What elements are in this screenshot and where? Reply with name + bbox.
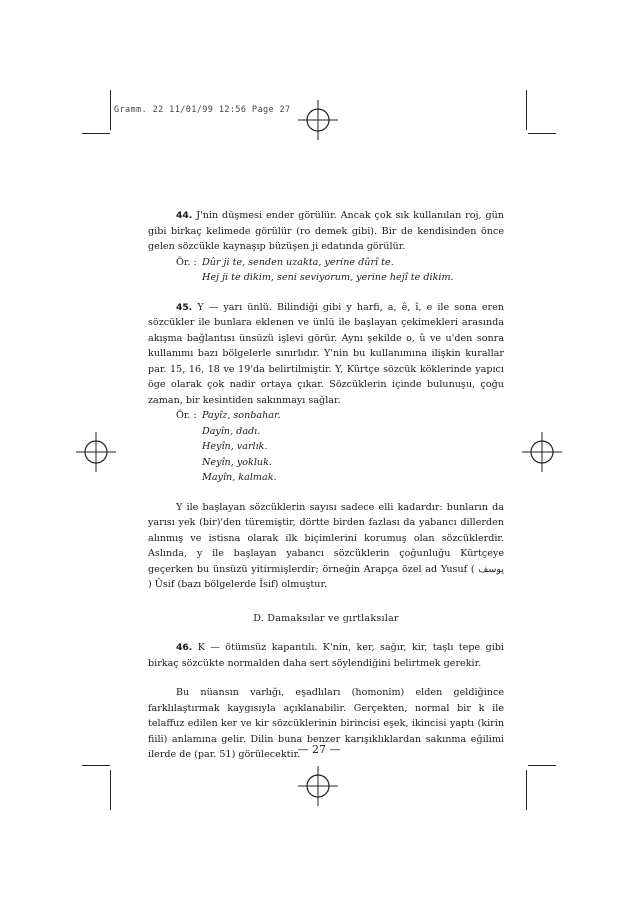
example-text: Heyîn, varlık.: [202, 441, 268, 452]
paragraph-text: J'nin düşmesi ender görülür. Ancak çok sık kullanılan roj, gün gibi birkaç kelimede görülür (ro demek gibi). Bir de kendisinden önce gelen sözcükle kaynaşıp büzüşen ji edatında görülür.: [148, 210, 504, 252]
example-text: Dayîn, dadı.: [202, 425, 261, 437]
crop-mark-bottom-right-horizontal: [528, 765, 556, 766]
example-line: [148, 424, 504, 440]
example-label: Ör. :: [176, 256, 197, 268]
example-line: [148, 255, 504, 271]
crop-mark-top-left-vertical: [110, 90, 111, 130]
example-text: Hej ji te dikim, seni seviyorum, yerine hejî te dikim.: [202, 272, 454, 283]
crop-mark-top-left-horizontal: [82, 133, 110, 134]
paragraph-number: 44.: [176, 210, 193, 221]
paragraph-text: Y — yarı ünlü. Bilindiği gibi y harfi, a, ê, î, e ile sona eren sözcükler ile bunlara eklenen ve ünlü ile başlayan çekimekleri arasında akışma bağlantısı ünsüzü işlevi görür. Aynı şekilde o, û ve u'den sonra kullanımı bazı bölgelerle sınırlıdır. Y'nin bu kullanımına ilişkin kurallar par. 15, 16, 18 ve 19'da belirtilmiştir. Y, Kürtçe sözcük köklerinde yapıcı öge olarak çok nadir ortaya çıkar. Sözcüklerin içinde bulunuşu, çoğu zaman, bir kesintiden sakınmayı sağlar.: [148, 301, 504, 406]
paragraph-number: 46.: [176, 642, 193, 653]
paragraph-45: [148, 300, 504, 486]
page-number: — 27 —: [297, 743, 341, 756]
example-label: Ör. :: [176, 410, 197, 421]
crop-mark-top-right-horizontal: [528, 133, 556, 134]
paragraph-46: [148, 640, 504, 671]
section-heading: D. Damaksılar ve gırtlaksılar: [253, 612, 399, 624]
example-text: Payîz, sonbahar.: [202, 410, 281, 421]
page-content: [148, 208, 504, 777]
crop-mark-top-right-vertical: [526, 90, 527, 130]
example-text: Mayîn, kalmak.: [202, 472, 277, 483]
crop-mark-bottom-left-horizontal: [82, 765, 110, 766]
crop-mark-bottom-right-vertical: [526, 770, 527, 810]
paragraph-number: 45.: [176, 301, 193, 313]
example-line: [148, 470, 504, 486]
print-slug: Gramm. 22 11/01/99 12:56 Page 27: [114, 105, 291, 115]
registration-mark-left-icon: [76, 432, 116, 472]
registration-mark-right-icon: [522, 432, 562, 472]
registration-mark-top-icon: [298, 100, 338, 140]
paragraph-y-words: [148, 500, 504, 593]
example-text: Dûr ji te, senden uzakta, yerine dûrî te.: [202, 256, 394, 268]
example-line: [148, 439, 504, 455]
example-line: [148, 455, 504, 471]
paragraph-text: Bu nüansın varlığı, eşadlıları (homonim) elden geldiğince farklılaştırmak kaygısıyla açıklanabilir. Gerçekten, normal bir k ile telaffuz edilen ker ve kir sözcüklerinin birincisi eşek, ikincisi yaptı (kirin fiili) anlamına gelir. Dilin buna benzer karışıklıklardan sakınma eğilimi ilerde de (par. 51) görülecektir.: [148, 687, 504, 760]
paragraph-44: [148, 208, 504, 286]
paragraph-text: Y ile başlayan sözcüklerin sayısı sadece elli kadardır: bunların da yarısı yek (bir)'den türemiştir, dörtte birden fazlası da yabancı dillerden alınmış ve istisna olarak ilk biçimlerini korumuş olan sözcüklerdir. Aslında, y ile başlayan yabancı sözcüklerin çoğunluğu Kürtçeye geçerken bu ünsüzü yitirmişlerdir; örneğin Arapça özel ad Yusuf ( يوسف ) Ûsif (bazı bölgelerde Îsif) olmuştur.: [148, 501, 504, 590]
example-text: Neyîn, yokluk.: [202, 456, 272, 468]
example-line: [148, 270, 504, 286]
paragraph-text: K — ötümsüz kapantılı. K'nin, ker, sağır, kir, taşlı tepe gibi birkaç sözcükte normalden daha sert söylendiğini belirtmek gerekir.: [148, 642, 504, 669]
crop-mark-bottom-left-vertical: [110, 770, 111, 810]
example-line: [148, 408, 504, 424]
